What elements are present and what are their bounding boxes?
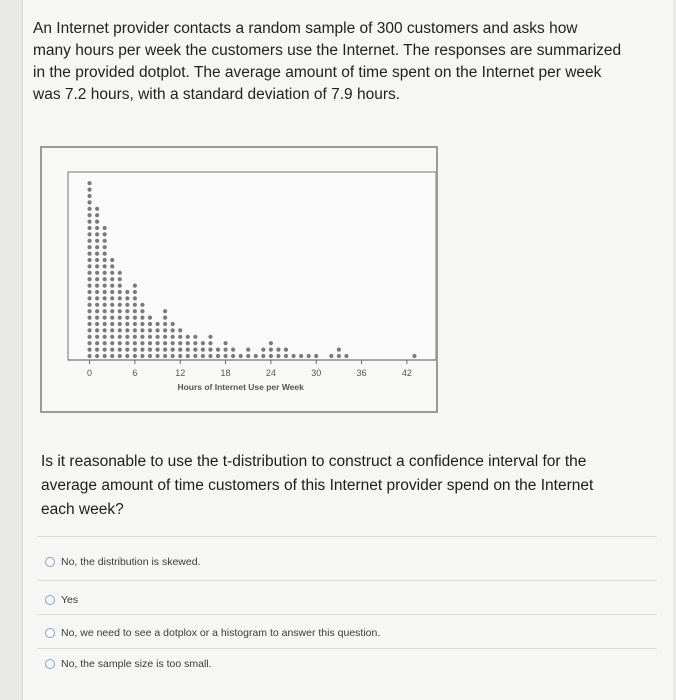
- data-dot: [95, 264, 99, 268]
- data-dot: [87, 284, 91, 288]
- plot-area: [68, 172, 436, 360]
- data-dot: [223, 348, 227, 352]
- data-dot: [95, 290, 99, 294]
- dotplot-chart: [42, 148, 436, 411]
- data-dot: [103, 309, 107, 313]
- data-dot: [87, 341, 91, 345]
- data-dot: [201, 354, 205, 358]
- data-dot: [103, 277, 107, 281]
- data-dot: [95, 239, 99, 243]
- data-dot: [103, 322, 107, 326]
- data-dot: [163, 322, 167, 326]
- data-dot: [186, 354, 190, 358]
- data-dot: [171, 354, 175, 358]
- data-dot: [95, 341, 99, 345]
- x-tick-label: 36: [356, 368, 367, 378]
- data-dot: [110, 309, 114, 313]
- data-dot: [186, 341, 190, 345]
- data-dot: [103, 239, 107, 243]
- divider: [37, 536, 657, 537]
- data-dot: [95, 303, 99, 307]
- data-dot: [87, 181, 91, 185]
- data-dot: [133, 290, 137, 294]
- data-dot: [163, 309, 167, 313]
- data-dot: [307, 354, 311, 358]
- data-dot: [261, 348, 265, 352]
- data-dot: [95, 232, 99, 236]
- data-dot: [163, 316, 167, 320]
- data-dot: [87, 328, 91, 332]
- data-dot: [95, 348, 99, 352]
- data-dot: [87, 188, 91, 192]
- data-dot: [276, 354, 280, 358]
- data-dot: [95, 335, 99, 339]
- data-dot: [118, 271, 122, 275]
- data-dot: [95, 316, 99, 320]
- data-dot: [155, 354, 159, 358]
- data-dot: [118, 309, 122, 313]
- data-dot: [148, 348, 152, 352]
- data-dot: [246, 348, 250, 352]
- option-label: No, the distribution is skewed.: [61, 556, 201, 568]
- data-dot: [299, 354, 303, 358]
- data-dot: [193, 354, 197, 358]
- problem-statement: [33, 18, 648, 106]
- data-dot: [95, 277, 99, 281]
- data-dot: [254, 354, 258, 358]
- data-dot: [178, 328, 182, 332]
- data-dot: [269, 341, 273, 345]
- data-dot: [95, 354, 99, 358]
- data-dot: [284, 348, 288, 352]
- data-dot: [186, 348, 190, 352]
- data-dot: [87, 207, 91, 211]
- prompt-line: many hours per week the customers use the Internet. The responses are summarized: [33, 42, 622, 59]
- answer-option-skewed[interactable]: [45, 556, 200, 568]
- data-dot: [208, 335, 212, 339]
- data-dot: [246, 354, 250, 358]
- data-dot: [118, 277, 122, 281]
- data-dot: [163, 341, 167, 345]
- data-dot: [148, 322, 152, 326]
- data-dot: [125, 290, 129, 294]
- data-dot: [87, 271, 91, 275]
- data-dot: [95, 284, 99, 288]
- x-tick-label: 42: [401, 368, 412, 378]
- x-tick-label: 18: [220, 368, 231, 378]
- data-dot: [87, 245, 91, 249]
- data-dot: [87, 277, 91, 281]
- data-dot: [87, 194, 91, 198]
- data-dot: [148, 328, 152, 332]
- question-line: Is it reasonable to use the t-distribution to construct a confidence interval for the: [41, 453, 587, 470]
- data-dot: [171, 348, 175, 352]
- dotplot-figure: [40, 146, 438, 413]
- data-dot: [140, 328, 144, 332]
- data-dot: [118, 341, 122, 345]
- data-dot: [103, 348, 107, 352]
- data-dot: [133, 303, 137, 307]
- data-dot: [140, 335, 144, 339]
- data-dot: [103, 296, 107, 300]
- data-dot: [95, 309, 99, 313]
- data-dot: [110, 303, 114, 307]
- data-dot: [125, 322, 129, 326]
- data-dot: [118, 284, 122, 288]
- data-dot: [231, 348, 235, 352]
- x-axis-label: Hours of Internet Use per Week: [177, 382, 304, 392]
- data-dot: [140, 309, 144, 313]
- data-dot: [103, 258, 107, 262]
- x-tick-label: 24: [265, 368, 276, 378]
- x-tick-label: 12: [175, 368, 186, 378]
- data-dot: [163, 348, 167, 352]
- data-dot: [140, 303, 144, 307]
- data-dot: [178, 335, 182, 339]
- data-dot: [329, 354, 333, 358]
- data-dot: [133, 335, 137, 339]
- data-dot: [148, 354, 152, 358]
- data-dot: [155, 322, 159, 326]
- data-dot: [337, 348, 341, 352]
- data-dot: [110, 284, 114, 288]
- data-dot: [178, 354, 182, 358]
- data-dot: [125, 316, 129, 320]
- radio-button[interactable]: [45, 595, 55, 605]
- data-dot: [87, 226, 91, 230]
- data-dot: [133, 341, 137, 345]
- data-dot: [216, 348, 220, 352]
- data-dot: [291, 354, 295, 358]
- data-dot: [133, 316, 137, 320]
- data-dot: [276, 348, 280, 352]
- data-dot: [171, 322, 175, 326]
- data-dot: [118, 316, 122, 320]
- data-dot: [118, 322, 122, 326]
- question-line: average amount of time customers of this Internet provider spend on the Internet: [41, 477, 594, 494]
- data-dot: [155, 348, 159, 352]
- data-dot: [103, 226, 107, 230]
- radio-button[interactable]: [45, 628, 55, 638]
- data-dot: [155, 328, 159, 332]
- data-dot: [103, 252, 107, 256]
- x-tick-label: 30: [311, 368, 322, 378]
- data-dot: [171, 328, 175, 332]
- data-dot: [118, 328, 122, 332]
- data-dot: [95, 258, 99, 262]
- data-dot: [171, 335, 175, 339]
- divider: [37, 614, 657, 615]
- prompt-line: An Internet provider contacts a random sample of 300 customers and asks how: [33, 20, 578, 37]
- data-dot: [103, 284, 107, 288]
- data-dot: [110, 271, 114, 275]
- data-dot: [208, 341, 212, 345]
- data-dot: [87, 322, 91, 326]
- data-dot: [133, 354, 137, 358]
- data-dot: [103, 354, 107, 358]
- data-dot: [103, 335, 107, 339]
- data-dot: [110, 335, 114, 339]
- data-dot: [103, 341, 107, 345]
- data-dot: [103, 232, 107, 236]
- data-dot: [110, 354, 114, 358]
- data-dot: [133, 322, 137, 326]
- radio-button[interactable]: [45, 659, 55, 669]
- data-dot: [103, 245, 107, 249]
- data-dot: [223, 341, 227, 345]
- data-dot: [87, 354, 91, 358]
- data-dot: [193, 335, 197, 339]
- data-dot: [140, 354, 144, 358]
- data-dot: [148, 316, 152, 320]
- data-dot: [223, 354, 227, 358]
- data-dot: [208, 348, 212, 352]
- data-dot: [140, 341, 144, 345]
- data-dot: [87, 258, 91, 262]
- data-dot: [95, 322, 99, 326]
- data-dot: [87, 239, 91, 243]
- data-dot: [87, 200, 91, 204]
- data-dot: [284, 354, 288, 358]
- data-dot: [163, 354, 167, 358]
- data-dot: [95, 207, 99, 211]
- question-text: [41, 450, 636, 522]
- data-dot: [239, 354, 243, 358]
- data-dot: [125, 341, 129, 345]
- data-dot: [103, 290, 107, 294]
- data-dot: [140, 348, 144, 352]
- data-dot: [87, 296, 91, 300]
- prompt-line: in the provided dotplot. The average amount of time spent on the Internet per week: [33, 64, 602, 81]
- data-dot: [125, 328, 129, 332]
- data-dot: [155, 335, 159, 339]
- data-dot: [133, 348, 137, 352]
- data-dot: [87, 348, 91, 352]
- data-dot: [95, 245, 99, 249]
- data-dot: [186, 335, 190, 339]
- data-dot: [118, 348, 122, 352]
- data-dot: [125, 303, 129, 307]
- data-dot: [87, 309, 91, 313]
- data-dot: [171, 341, 175, 345]
- data-dot: [125, 354, 129, 358]
- data-dot: [87, 335, 91, 339]
- data-dot: [118, 354, 122, 358]
- divider: [37, 580, 657, 581]
- data-dot: [87, 264, 91, 268]
- data-dot: [201, 348, 205, 352]
- divider: [37, 648, 657, 649]
- data-dot: [110, 328, 114, 332]
- data-dot: [110, 348, 114, 352]
- prompt-line: was 7.2 hours, with a standard deviation of 7.9 hours.: [33, 86, 401, 103]
- data-dot: [87, 290, 91, 294]
- radio-button[interactable]: [45, 557, 55, 567]
- data-dot: [87, 213, 91, 217]
- data-dot: [110, 322, 114, 326]
- data-dot: [314, 354, 318, 358]
- data-dot: [95, 296, 99, 300]
- data-dot: [118, 296, 122, 300]
- data-dot: [125, 348, 129, 352]
- question-panel: [22, 0, 673, 700]
- data-dot: [269, 354, 273, 358]
- data-dot: [118, 290, 122, 294]
- data-dot: [103, 264, 107, 268]
- data-dot: [178, 348, 182, 352]
- option-label: No, we need to see a dotplox or a histogram to answer this question.: [61, 627, 381, 639]
- data-dot: [178, 341, 182, 345]
- question-line: each week?: [41, 501, 124, 518]
- answer-option-yes[interactable]: [45, 594, 78, 606]
- data-dot: [208, 354, 212, 358]
- data-dot: [118, 303, 122, 307]
- data-dot: [103, 316, 107, 320]
- data-dot: [133, 309, 137, 313]
- data-dot: [231, 354, 235, 358]
- data-dot: [133, 328, 137, 332]
- data-dot: [103, 328, 107, 332]
- data-dot: [87, 220, 91, 224]
- data-dot: [95, 213, 99, 217]
- data-dot: [110, 258, 114, 262]
- data-dot: [125, 296, 129, 300]
- data-dot: [95, 220, 99, 224]
- answer-option-need-plot[interactable]: [45, 627, 380, 639]
- answer-option-small-sample[interactable]: [45, 658, 212, 670]
- data-dot: [95, 271, 99, 275]
- x-tick-label: 6: [132, 368, 138, 378]
- data-dot: [110, 316, 114, 320]
- data-dot: [118, 335, 122, 339]
- data-dot: [412, 354, 416, 358]
- data-dot: [125, 335, 129, 339]
- data-dot: [201, 341, 205, 345]
- data-dot: [110, 277, 114, 281]
- data-dot: [148, 335, 152, 339]
- data-dot: [103, 303, 107, 307]
- data-dot: [193, 341, 197, 345]
- data-dot: [148, 341, 152, 345]
- data-dot: [103, 271, 107, 275]
- data-dot: [87, 303, 91, 307]
- data-dot: [140, 316, 144, 320]
- data-dot: [87, 252, 91, 256]
- data-dot: [110, 296, 114, 300]
- data-dot: [269, 348, 273, 352]
- data-dot: [344, 354, 348, 358]
- data-dot: [125, 309, 129, 313]
- data-dot: [133, 284, 137, 288]
- data-dot: [216, 354, 220, 358]
- data-dot: [133, 296, 137, 300]
- option-label: No, the sample size is too small.: [61, 658, 212, 670]
- data-dot: [87, 232, 91, 236]
- data-dot: [95, 328, 99, 332]
- data-dot: [140, 322, 144, 326]
- data-dot: [261, 354, 265, 358]
- data-dot: [337, 354, 341, 358]
- data-dot: [155, 341, 159, 345]
- data-dot: [193, 348, 197, 352]
- data-dot: [95, 252, 99, 256]
- data-dot: [110, 264, 114, 268]
- option-label: Yes: [61, 594, 79, 606]
- data-dot: [163, 335, 167, 339]
- data-dot: [110, 290, 114, 294]
- data-dot: [87, 316, 91, 320]
- x-tick-label: 0: [87, 368, 93, 378]
- data-dot: [163, 328, 167, 332]
- data-dot: [95, 226, 99, 230]
- data-dot: [110, 341, 114, 345]
